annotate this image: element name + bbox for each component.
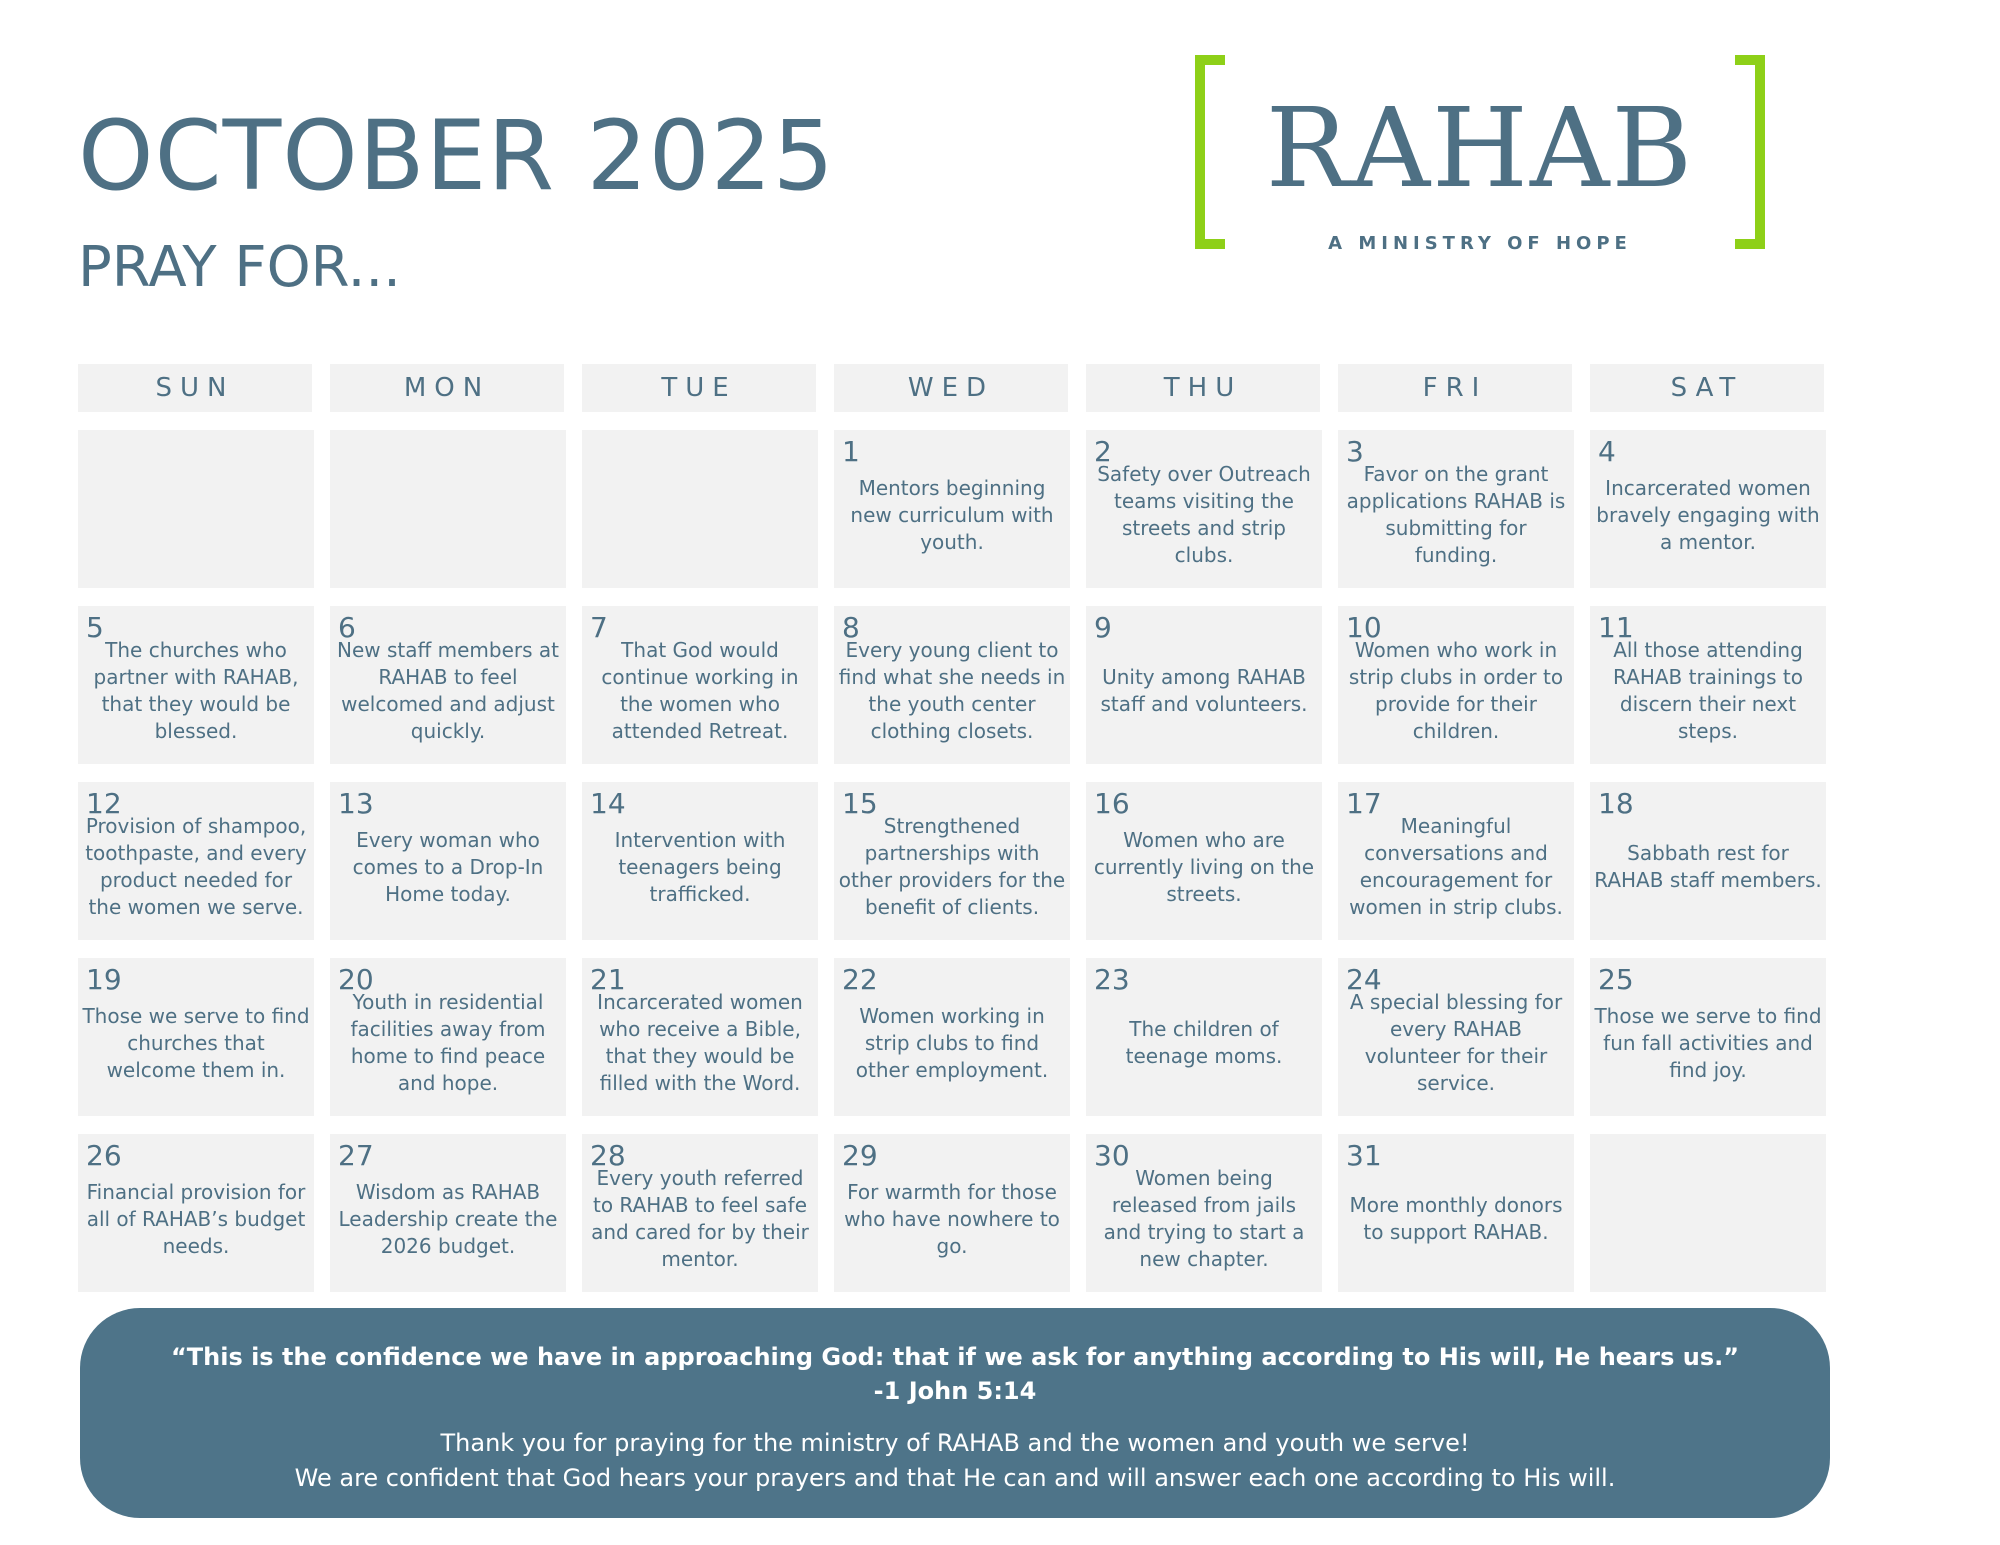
- prayer-text: Women who work in strip clubs in order to provide for their children.: [1348, 638, 1564, 743]
- logo-tagline: A MINISTRY OF HOPE: [1328, 233, 1632, 254]
- dow-fri: FRI: [1338, 364, 1572, 412]
- day-number: 9: [1094, 611, 1112, 644]
- day-number: 21: [590, 963, 626, 996]
- prayer-text: Provision of shampoo, toothpaste, and every product needed for the women we serve.: [85, 814, 307, 919]
- scripture-banner: [80, 1308, 1830, 1518]
- day-number: 30: [1094, 1139, 1130, 1172]
- day-number: 10: [1346, 611, 1382, 644]
- day-number: 6: [338, 611, 356, 644]
- calendar-day-26: [78, 1134, 314, 1292]
- prayer-text: Wisdom as RAHAB Leadership create the 2026 budget.: [338, 1179, 558, 1258]
- prayer-text: Women who are currently living on the streets.: [1093, 827, 1315, 906]
- prayer-text: Intervention with teenagers being trafficked.: [614, 827, 786, 906]
- dow-thu: THU: [1086, 364, 1320, 412]
- dow-tue: TUE: [582, 364, 816, 412]
- day-number: 3: [1346, 435, 1364, 468]
- calendar-day-empty: [1590, 1134, 1826, 1292]
- calendar-day-19: [78, 958, 314, 1116]
- calendar-day-12: [78, 782, 314, 940]
- calendar-day-30: [1086, 1134, 1322, 1292]
- day-number: 2: [1094, 435, 1112, 468]
- prayer-text: All those attending RAHAB trainings to discern their next steps.: [1613, 638, 1803, 743]
- day-number: 31: [1346, 1139, 1382, 1172]
- day-number: 26: [86, 1139, 122, 1172]
- calendar-day-31: [1338, 1134, 1574, 1292]
- calendar-day-14: [582, 782, 818, 940]
- day-number: 17: [1346, 787, 1382, 820]
- calendar-day-6: [330, 606, 566, 764]
- day-number: 20: [338, 963, 374, 996]
- calendar-day-21: [582, 958, 818, 1116]
- page-title: OCTOBER 2025: [78, 100, 835, 212]
- calendar-day-10: [1338, 606, 1574, 764]
- calendar-day-7: [582, 606, 818, 764]
- calendar-day-empty: [330, 430, 566, 588]
- day-number: 22: [842, 963, 878, 996]
- prayer-text: Incarcerated women bravely engaging with a mentor.: [1596, 475, 1820, 554]
- calendar-day-28: [582, 1134, 818, 1292]
- dow-wed: WED: [834, 364, 1068, 412]
- calendar-day-15: [834, 782, 1070, 940]
- calendar-day-8: [834, 606, 1070, 764]
- prayer-text: Financial provision for all of RAHAB’s budget needs.: [86, 1179, 306, 1258]
- prayer-text: The churches who partner with RAHAB, that they would be blessed.: [93, 638, 299, 743]
- day-number: 13: [338, 787, 374, 820]
- rahab-logo: [1195, 55, 1765, 255]
- dow-mon: MON: [330, 364, 564, 412]
- prayer-text: Incarcerated women who receive a Bible, that they would be filled with the Word.: [597, 990, 803, 1095]
- logo-wordmark: RAHAB: [1265, 84, 1695, 212]
- day-number: 28: [590, 1139, 626, 1172]
- calendar-day-22: [834, 958, 1070, 1116]
- thanks-line-1: Thank you for praying for the ministry of RAHAB and the women and youth we serve!: [440, 1429, 1470, 1457]
- day-number: 18: [1598, 787, 1634, 820]
- scripture-quote: “This is the confidence we have in approaching God: that if we ask for anything according to His will, He hears us.”: [170, 1343, 1739, 1371]
- thanks-line-2: We are confident that God hears your prayers and that He can and will answer each one according to His will.: [294, 1464, 1616, 1492]
- prayer-text: That God would continue working in the women who attended Retreat.: [601, 638, 799, 743]
- day-number: 14: [590, 787, 626, 820]
- calendar-day-24: [1338, 958, 1574, 1116]
- calendar-day-11: [1590, 606, 1826, 764]
- day-number: 24: [1346, 963, 1382, 996]
- prayer-text: Every young client to find what she needs in the youth center clothing closets.: [838, 638, 1066, 743]
- day-number: 27: [338, 1139, 374, 1172]
- day-number: 25: [1598, 963, 1634, 996]
- prayer-text: Every youth referred to RAHAB to feel safe and cared for by their mentor.: [591, 1166, 809, 1271]
- prayer-text: Favor on the grant applications RAHAB is submitting for funding.: [1346, 462, 1566, 567]
- day-number: 5: [86, 611, 104, 644]
- day-number: 16: [1094, 787, 1130, 820]
- prayer-text: Women being released from jails and trying to start a new chapter.: [1103, 1166, 1305, 1271]
- calendar-day-18: [1590, 782, 1826, 940]
- calendar-day-27: [330, 1134, 566, 1292]
- prayer-text: The children of teenage moms.: [1125, 1017, 1283, 1068]
- prayer-text: Unity among RAHAB staff and volunteers.: [1100, 665, 1308, 716]
- day-number: 15: [842, 787, 878, 820]
- prayer-text: Strengthened partnerships with other providers for the benefit of clients.: [838, 814, 1066, 919]
- calendar-day-9: [1086, 606, 1322, 764]
- calendar-day-5: [78, 606, 314, 764]
- day-number: 7: [590, 611, 608, 644]
- calendar-day-13: [330, 782, 566, 940]
- calendar-day-17: [1338, 782, 1574, 940]
- calendar-day-20: [330, 958, 566, 1116]
- day-number: 8: [842, 611, 860, 644]
- day-number: 19: [86, 963, 122, 996]
- prayer-text: Every woman who comes to a Drop-In Home today.: [352, 827, 544, 906]
- day-number: 4: [1598, 435, 1616, 468]
- prayer-text: Women working in strip clubs to find other employment.: [855, 1003, 1049, 1082]
- dow-sun: SUN: [78, 364, 312, 412]
- prayer-text: A special blessing for every RAHAB volunteer for their service.: [1349, 990, 1563, 1095]
- prayer-text: New staff members at RAHAB to feel welcomed and adjust quickly.: [336, 638, 559, 743]
- calendar-day-2: [1086, 430, 1322, 588]
- page-subtitle: PRAY FOR...: [78, 235, 401, 300]
- prayer-text: More monthly donors to support RAHAB.: [1349, 1193, 1563, 1244]
- day-number: 11: [1598, 611, 1634, 644]
- calendar-day-4: [1590, 430, 1826, 588]
- day-number: 23: [1094, 963, 1130, 996]
- calendar-day-3: [1338, 430, 1574, 588]
- scripture-citation: -1 John 5:14: [873, 1377, 1037, 1405]
- prayer-text: Youth in residential facilities away from home to find peace and hope.: [350, 990, 546, 1095]
- prayer-text: Safety over Outreach teams visiting the streets and strip clubs.: [1097, 462, 1311, 567]
- prayer-text: For warmth for those who have nowhere to go.: [844, 1179, 1060, 1258]
- calendar-day-29: [834, 1134, 1070, 1292]
- prayer-text: Meaningful conversations and encouragement for women in strip clubs.: [1349, 814, 1563, 919]
- day-number: 12: [86, 787, 122, 820]
- day-number: 1: [842, 435, 860, 468]
- calendar-day-empty: [582, 430, 818, 588]
- dow-sat: SAT: [1590, 364, 1824, 412]
- prayer-text: Sabbath rest for RAHAB staff members.: [1594, 841, 1822, 892]
- calendar-day-1: [834, 430, 1070, 588]
- calendar-day-16: [1086, 782, 1322, 940]
- prayer-text: Mentors beginning new curriculum with youth.: [850, 475, 1054, 554]
- prayer-text: Those we serve to find fun fall activities and find joy.: [1594, 1003, 1822, 1082]
- calendar-day-empty: [78, 430, 314, 588]
- day-number: 29: [842, 1139, 878, 1172]
- calendar-day-23: [1086, 958, 1322, 1116]
- calendar-day-25: [1590, 958, 1826, 1116]
- prayer-text: Those we serve to find churches that welcome them in.: [82, 1003, 310, 1082]
